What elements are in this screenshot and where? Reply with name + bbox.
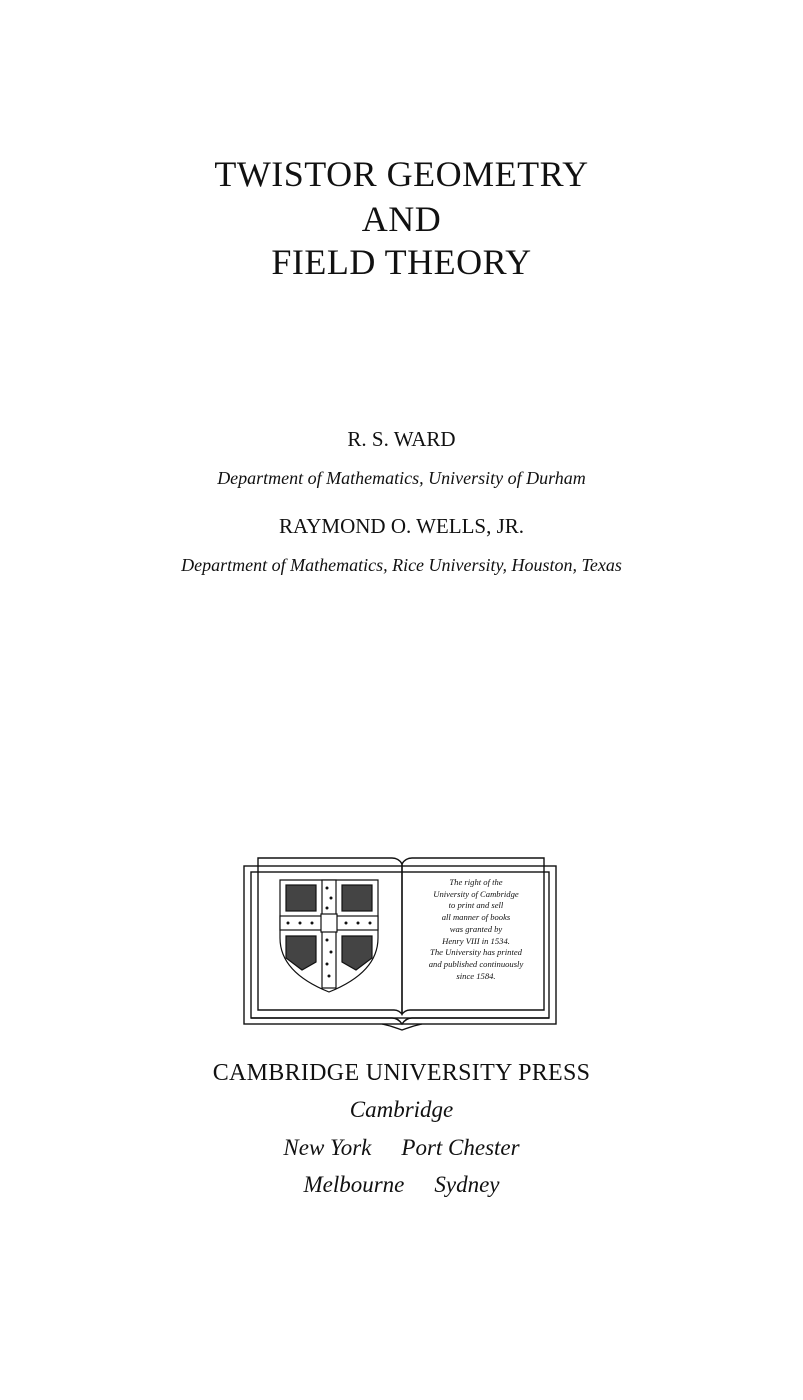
emblem-inscription-line: was granted by (449, 923, 503, 934)
author-name-2: RAYMOND O. WELLS, JR. (278, 514, 525, 538)
book-title-line-2: AND (361, 199, 442, 239)
publisher-city-port-chester: Port Chester (401, 1135, 520, 1160)
publisher-city-sydney: Sydney (434, 1172, 500, 1197)
emblem-inscription-line: since 1584. (456, 970, 496, 981)
book-title-line-3: FIELD THEORY (271, 242, 532, 282)
author-affiliation-1: Department of Mathematics, University of Durham (217, 468, 586, 488)
book-title-line-1: TWISTOR GEOMETRY (214, 154, 589, 194)
emblem-inscription-line: The right of the (449, 877, 503, 887)
author-name-1: R. S. WARD (347, 427, 456, 451)
emblem-inscription-line: all manner of books (441, 912, 511, 923)
publisher-city-cambridge: Cambridge (349, 1097, 454, 1122)
emblem-inscription-line: University of Cambridge (433, 888, 519, 899)
publisher-name: CAMBRIDGE UNIVERSITY PRESS (212, 1060, 591, 1086)
publisher-city-row (0, 1133, 803, 1163)
emblem-inscription-line: to print and sell (448, 900, 504, 911)
emblem-inscription-line: Henry VIII in 1534. (442, 935, 510, 946)
publisher-city-new-york: New York (283, 1135, 372, 1160)
publisher-city-row (0, 1170, 803, 1200)
emblem-inscription (403, 877, 549, 982)
emblem-inscription-line: The University has printed (430, 947, 522, 958)
emblem-inscription-line: and published continuously (428, 958, 524, 969)
publisher-city-melbourne: Melbourne (303, 1172, 405, 1197)
author-affiliation-2: Department of Mathematics, Rice University, Houston, Texas (181, 555, 622, 575)
